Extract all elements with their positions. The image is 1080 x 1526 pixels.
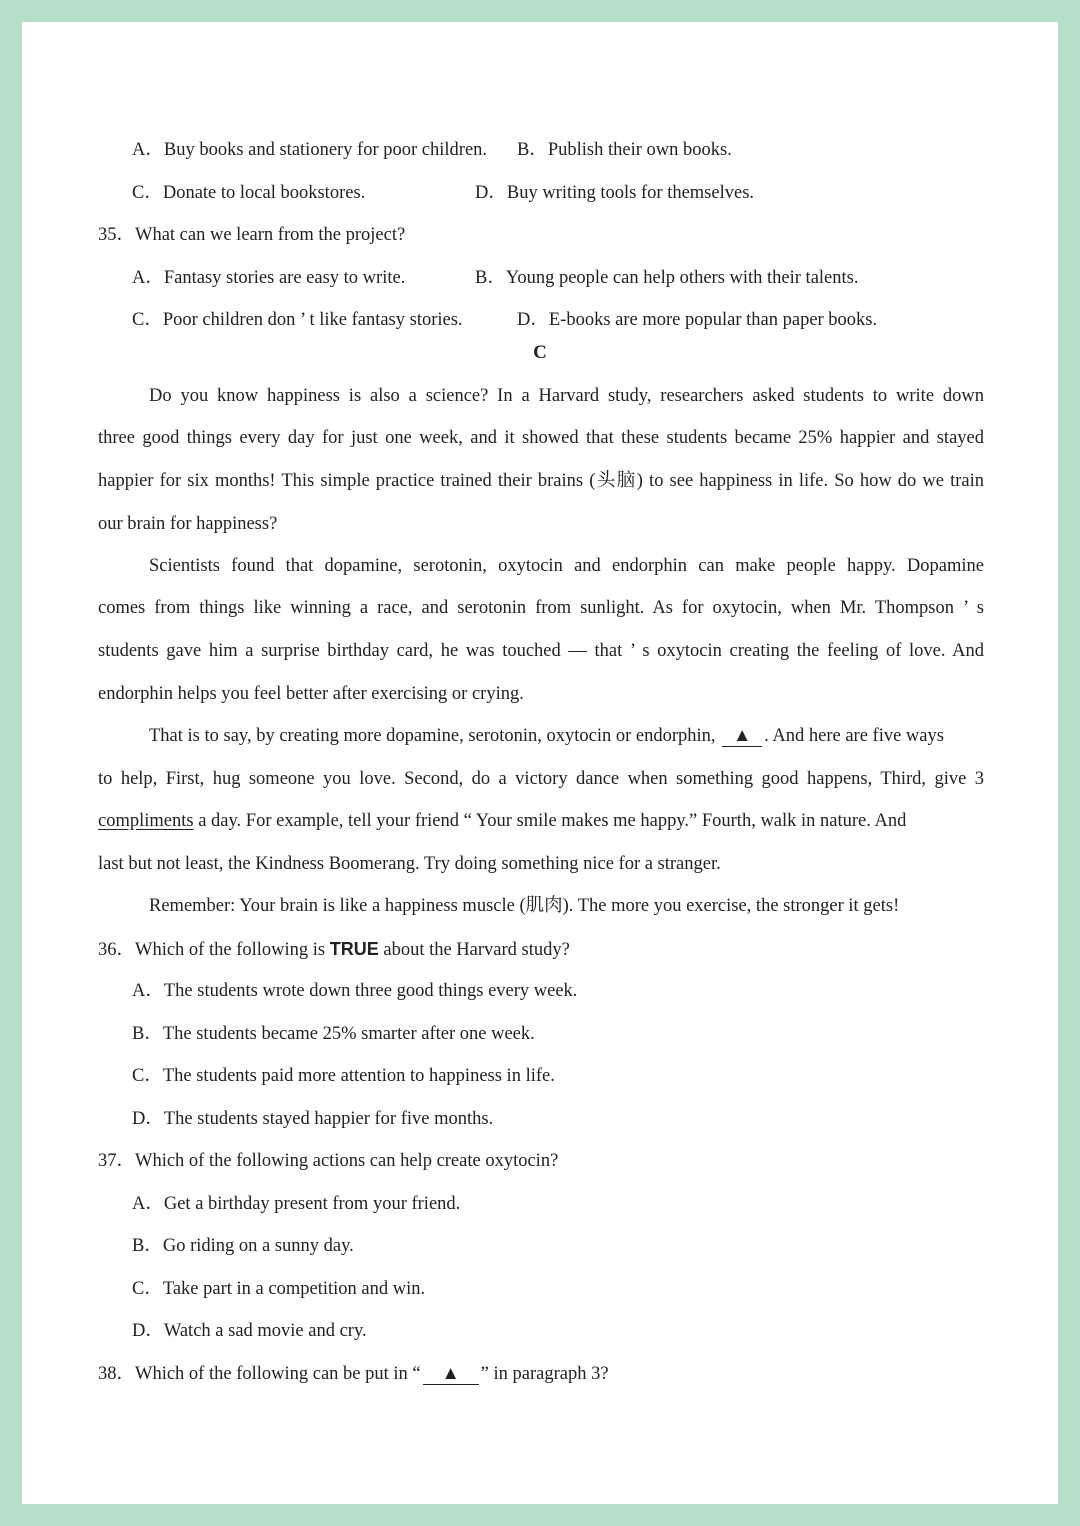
passage-p3-line1 [149,724,944,748]
q37-option-b: B．Go riding on a sunny day. [132,1236,354,1256]
q36-option-a: A．The students wrote down three good things every week. [132,981,578,1001]
q36-question-after: about the Harvard study? [383,940,570,960]
q35-option-b: B．Young people can help others with their talents. [475,268,859,288]
passage-p1-line1: Do you know happiness is also a science? In a Harvard study, researchers asked students to write down [149,386,984,406]
passage-p3-line1-after: . And here are five ways [764,726,944,746]
passage-p2-line3: students gave him a surprise birthday card, he was touched — that ’ s oxytocin creating the feeling of love. And [98,641,984,661]
q38-question-after: ” in paragraph 3? [480,1364,609,1384]
passage-p3-line3 [98,809,984,833]
q37-question: 37．Which of the following actions can help create oxytocin? [98,1151,559,1171]
q36-emphasis: TRUE [329,939,379,959]
answer-blank: ▲ [722,726,762,747]
passage-p2-line1: Scientists found that dopamine, serotonin, oxytocin and endorphin can make people happy. Dopamine [149,556,984,576]
q37-option-a: A．Get a birthday present from your friend. [132,1194,461,1214]
exam-page [22,22,1058,1504]
passage-p1-line4: our brain for happiness? [98,514,278,534]
passage-p2-line4: endorphin helps you feel better after exercising or crying. [98,684,524,704]
q37-option-c: C．Take part in a competition and win. [132,1279,426,1299]
q37-option-d: D．Watch a sad movie and cry. [132,1321,367,1341]
passage-p3-line4: last but not least, the Kindness Boomerang. Try doing something nice for a stranger. [98,854,721,874]
q35-option-c: C．Poor children don ’ t like fantasy stories. [132,310,463,330]
q38-blank: ▲ [423,1364,479,1385]
q34-option-b: B．Publish their own books. [517,140,732,160]
q38-question [98,1362,609,1386]
q34-option-d: D．Buy writing tools for themselves. [475,183,755,203]
q36-option-c: C．The students paid more attention to happiness in life. [132,1066,555,1086]
underlined-word: compliments [98,811,194,831]
q36-option-b: B．The students became 25% smarter after one week. [132,1024,535,1044]
passage-p1-line3: happier for six months! This simple practice trained their brains (头脑) to see happiness in life. So how do we train [98,471,984,491]
q35-option-a: A．Fantasy stories are easy to write. [132,268,406,288]
passage-p3-line2: to help, First, hug someone you love. Second, do a victory dance when something good happens, Third, give 3 [98,769,984,789]
q36-question [98,937,570,962]
q35-option-d: D．E-books are more popular than paper books. [517,310,878,330]
passage-p4-line1: Remember: Your brain is like a happiness muscle (肌肉). The more you exercise, the stronger it gets! [149,896,900,916]
section-title: C [533,342,547,363]
q36-question-before: 36．Which of the following is [98,940,326,960]
q34-option-a: A．Buy books and stationery for poor children. [132,140,488,160]
q36-option-d: D．The students stayed happier for five months. [132,1109,494,1129]
passage-p3-line3-rest: a day. For example, tell your friend “ Your smile makes me happy.” Fourth, walk in nature. And [198,811,907,831]
q35-question: 35．What can we learn from the project? [98,225,406,245]
passage-p3-line1-before: That is to say, by creating more dopamine, serotonin, oxytocin or endorphin, [149,726,716,746]
q38-question-before: 38．Which of the following can be put in “ [98,1364,421,1384]
passage-p2-line2: comes from things like winning a race, and serotonin from sunlight. As for oxytocin, when Mr. Thompson ’ s [98,598,984,618]
q34-option-c: C．Donate to local bookstores. [132,183,366,203]
passage-p1-line2: three good things every day for just one week, and it showed that these students became 25% happier and stayed [98,428,984,448]
